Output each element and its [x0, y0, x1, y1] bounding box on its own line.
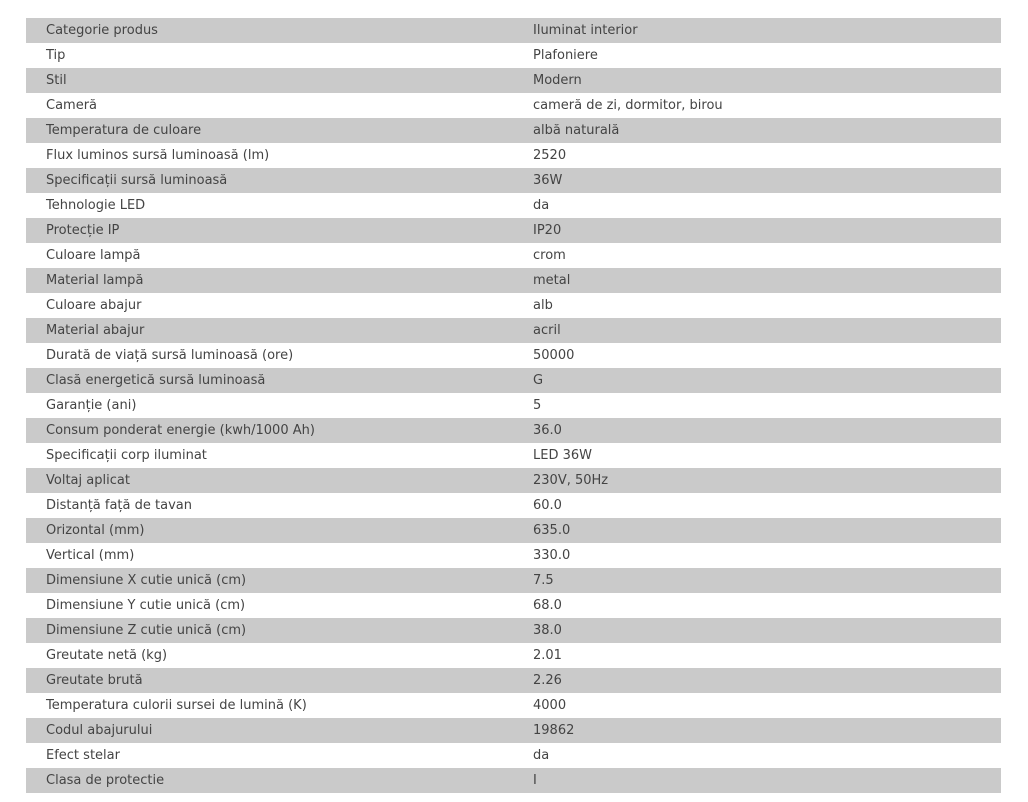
- spec-value: 230V, 50Hz: [514, 468, 1001, 493]
- spec-value: 2.26: [514, 668, 1001, 693]
- spec-value: 2.01: [514, 643, 1001, 668]
- spec-row: [26, 593, 1001, 618]
- spec-value: 2520: [514, 143, 1001, 168]
- spec-label: Tip: [26, 43, 514, 68]
- spec-label: Garanție (ani): [26, 393, 514, 418]
- spec-label: Temperatura culorii sursei de lumină (K): [26, 693, 514, 718]
- spec-value: 19862: [514, 718, 1001, 743]
- spec-label: Culoare lampă: [26, 243, 514, 268]
- spec-row: [26, 743, 1001, 768]
- spec-value: 4000: [514, 693, 1001, 718]
- spec-row: [26, 43, 1001, 68]
- spec-row: [26, 693, 1001, 718]
- spec-value: 330.0: [514, 543, 1001, 568]
- spec-label: Stil: [26, 68, 514, 93]
- spec-row: [26, 168, 1001, 193]
- spec-value: crom: [514, 243, 1001, 268]
- spec-value: 60.0: [514, 493, 1001, 518]
- product-specs-table: [26, 18, 1001, 793]
- spec-value: da: [514, 743, 1001, 768]
- spec-label: Cameră: [26, 93, 514, 118]
- spec-row: [26, 543, 1001, 568]
- spec-value: Plafoniere: [514, 43, 1001, 68]
- spec-row: [26, 18, 1001, 43]
- spec-label: Flux luminos sursă luminoasă (lm): [26, 143, 514, 168]
- spec-row: [26, 218, 1001, 243]
- spec-label: Material lampă: [26, 268, 514, 293]
- spec-label: Culoare abajur: [26, 293, 514, 318]
- spec-label: Durată de viață sursă luminoasă (ore): [26, 343, 514, 368]
- spec-label: Consum ponderat energie (kwh/1000 Ah): [26, 418, 514, 443]
- spec-value: 36W: [514, 168, 1001, 193]
- spec-label: Material abajur: [26, 318, 514, 343]
- spec-value: 36.0: [514, 418, 1001, 443]
- spec-label: Tehnologie LED: [26, 193, 514, 218]
- spec-row: [26, 368, 1001, 393]
- spec-label: Categorie produs: [26, 18, 514, 43]
- spec-table-body: [26, 18, 1001, 793]
- spec-row: [26, 68, 1001, 93]
- spec-label: Efect stelar: [26, 743, 514, 768]
- spec-value: metal: [514, 268, 1001, 293]
- spec-row: [26, 718, 1001, 743]
- spec-row: [26, 143, 1001, 168]
- spec-row: [26, 768, 1001, 793]
- spec-row: [26, 243, 1001, 268]
- spec-label: Clasa de protectie: [26, 768, 514, 793]
- spec-value: LED 36W: [514, 443, 1001, 468]
- spec-row: [26, 468, 1001, 493]
- spec-row: [26, 293, 1001, 318]
- spec-value: albă naturală: [514, 118, 1001, 143]
- spec-value: 68.0: [514, 593, 1001, 618]
- spec-label: Dimensiune Z cutie unică (cm): [26, 618, 514, 643]
- spec-label: Voltaj aplicat: [26, 468, 514, 493]
- spec-value: 5: [514, 393, 1001, 418]
- spec-value: 635.0: [514, 518, 1001, 543]
- spec-value: acril: [514, 318, 1001, 343]
- spec-row: [26, 568, 1001, 593]
- spec-label: Greutate netă (kg): [26, 643, 514, 668]
- spec-label: Dimensiune Y cutie unică (cm): [26, 593, 514, 618]
- spec-row: [26, 493, 1001, 518]
- spec-row: [26, 643, 1001, 668]
- spec-value: 50000: [514, 343, 1001, 368]
- spec-row: [26, 118, 1001, 143]
- spec-row: [26, 318, 1001, 343]
- spec-value: cameră de zi, dormitor, birou: [514, 93, 1001, 118]
- spec-label: Dimensiune X cutie unică (cm): [26, 568, 514, 593]
- spec-value: alb: [514, 293, 1001, 318]
- spec-value: G: [514, 368, 1001, 393]
- spec-label: Vertical (mm): [26, 543, 514, 568]
- spec-label: Specificații corp iluminat: [26, 443, 514, 468]
- spec-label: Codul abajurului: [26, 718, 514, 743]
- spec-row: [26, 443, 1001, 468]
- spec-value: Modern: [514, 68, 1001, 93]
- spec-label: Distanță față de tavan: [26, 493, 514, 518]
- spec-value: da: [514, 193, 1001, 218]
- spec-label: Protecție IP: [26, 218, 514, 243]
- spec-value: 7.5: [514, 568, 1001, 593]
- spec-label: Specificații sursă luminoasă: [26, 168, 514, 193]
- spec-row: [26, 418, 1001, 443]
- spec-row: [26, 518, 1001, 543]
- spec-value: I: [514, 768, 1001, 793]
- spec-row: [26, 93, 1001, 118]
- spec-label: Temperatura de culoare: [26, 118, 514, 143]
- spec-row: [26, 668, 1001, 693]
- spec-row: [26, 618, 1001, 643]
- spec-row: [26, 343, 1001, 368]
- spec-row: [26, 393, 1001, 418]
- spec-value: Iluminat interior: [514, 18, 1001, 43]
- spec-value: IP20: [514, 218, 1001, 243]
- spec-row: [26, 268, 1001, 293]
- spec-label: Orizontal (mm): [26, 518, 514, 543]
- spec-label: Clasă energetică sursă luminoasă: [26, 368, 514, 393]
- spec-row: [26, 193, 1001, 218]
- spec-label: Greutate brută: [26, 668, 514, 693]
- spec-value: 38.0: [514, 618, 1001, 643]
